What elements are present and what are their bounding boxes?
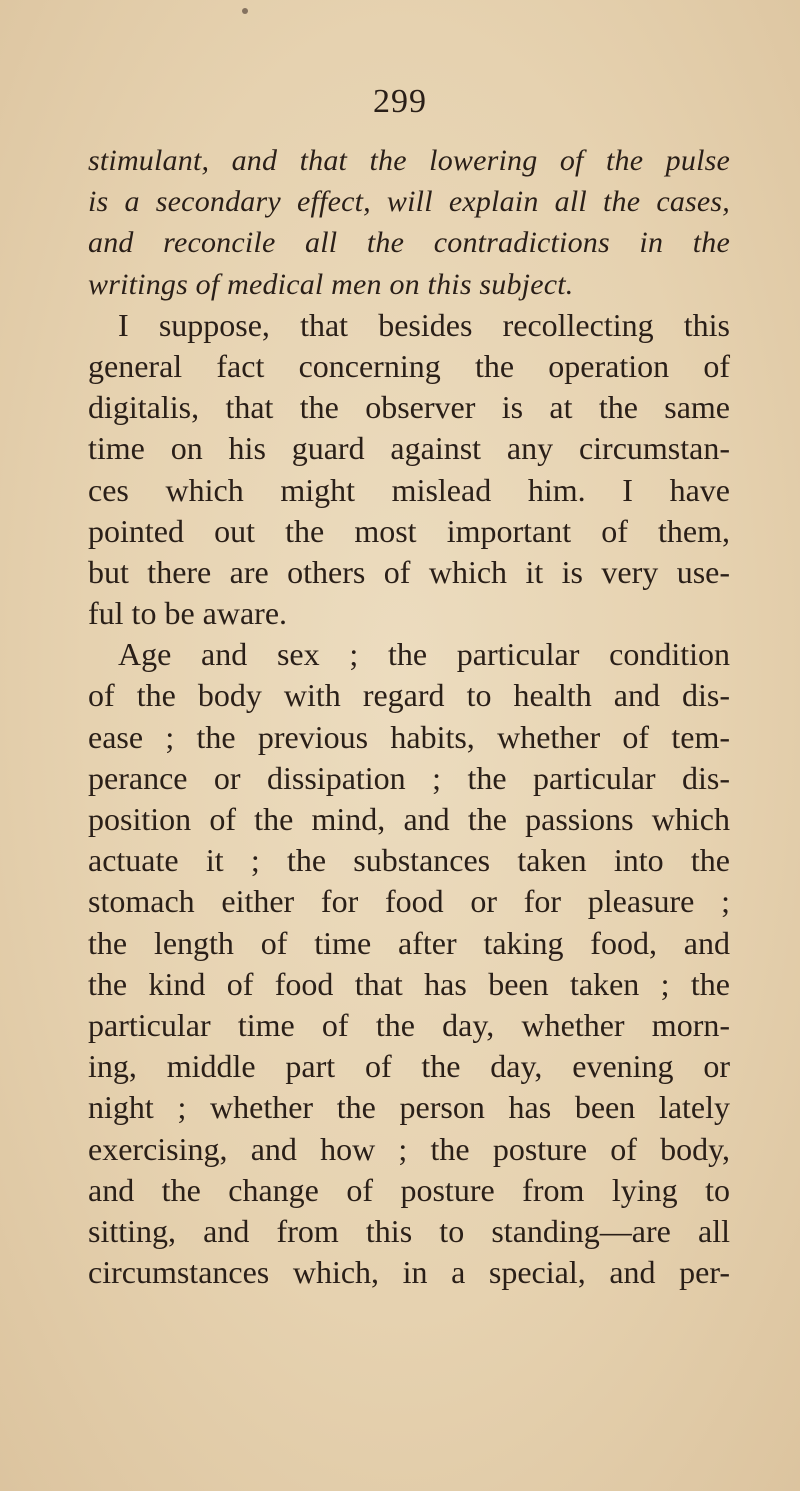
text-line: stomach either for food or for pleasure ; — [88, 883, 730, 920]
text-line: sitting, and from this to standing—are all — [88, 1212, 730, 1249]
text-line: ful to be aware. — [88, 595, 288, 632]
text-line: night ; whether the person has been lately — [88, 1089, 730, 1126]
body-text — [88, 140, 730, 1293]
text-line: digitalis, that the observer is at the same — [88, 389, 730, 426]
text-line: and the change of posture from lying to — [88, 1171, 730, 1208]
text-line: perance or dissipation ; the particular dis- — [88, 759, 730, 796]
text-line: the length of time after taking food, and — [88, 924, 730, 961]
page-number: 299 — [373, 83, 427, 120]
text-line: the kind of food that has been taken ; the — [88, 965, 730, 1002]
text-line: of the body with regard to health and dis- — [88, 677, 730, 714]
text-line: ease ; the previous habits, whether of tem- — [88, 718, 730, 755]
text-line: is a secondary effect, will explain all the cases, — [88, 185, 730, 219]
text-line: circumstances which, in a special, and per- — [88, 1254, 730, 1291]
text-line: general fact concerning the operation of — [88, 347, 730, 384]
text-line: exercising, and how ; the posture of body, — [88, 1130, 730, 1167]
text-line: ces which might mislead him. I have — [88, 471, 730, 508]
text-line: position of the mind, and the passions which — [88, 801, 730, 837]
text-line: and reconcile all the contradictions in the — [88, 226, 730, 260]
text-line: writings of medical men on this subject. — [88, 267, 574, 301]
text-line: stimulant, and that the lowering of the pulse — [88, 144, 730, 177]
text-line: but there are others of which it is very use- — [88, 553, 730, 590]
text-line: Age and sex ; the particular condition — [118, 636, 730, 673]
text-line: ing, middle part of the day, evening or — [88, 1048, 730, 1085]
text-line: particular time of the day, whether morn- — [88, 1006, 730, 1043]
text-line: pointed out the most important of them, — [88, 512, 730, 549]
text-line: actuate it ; the substances taken into the — [88, 842, 730, 879]
ink-speck — [242, 8, 248, 14]
text-line: time on his guard against any circumstan- — [88, 430, 730, 467]
text-line: I suppose, that besides recollecting this — [118, 306, 730, 343]
